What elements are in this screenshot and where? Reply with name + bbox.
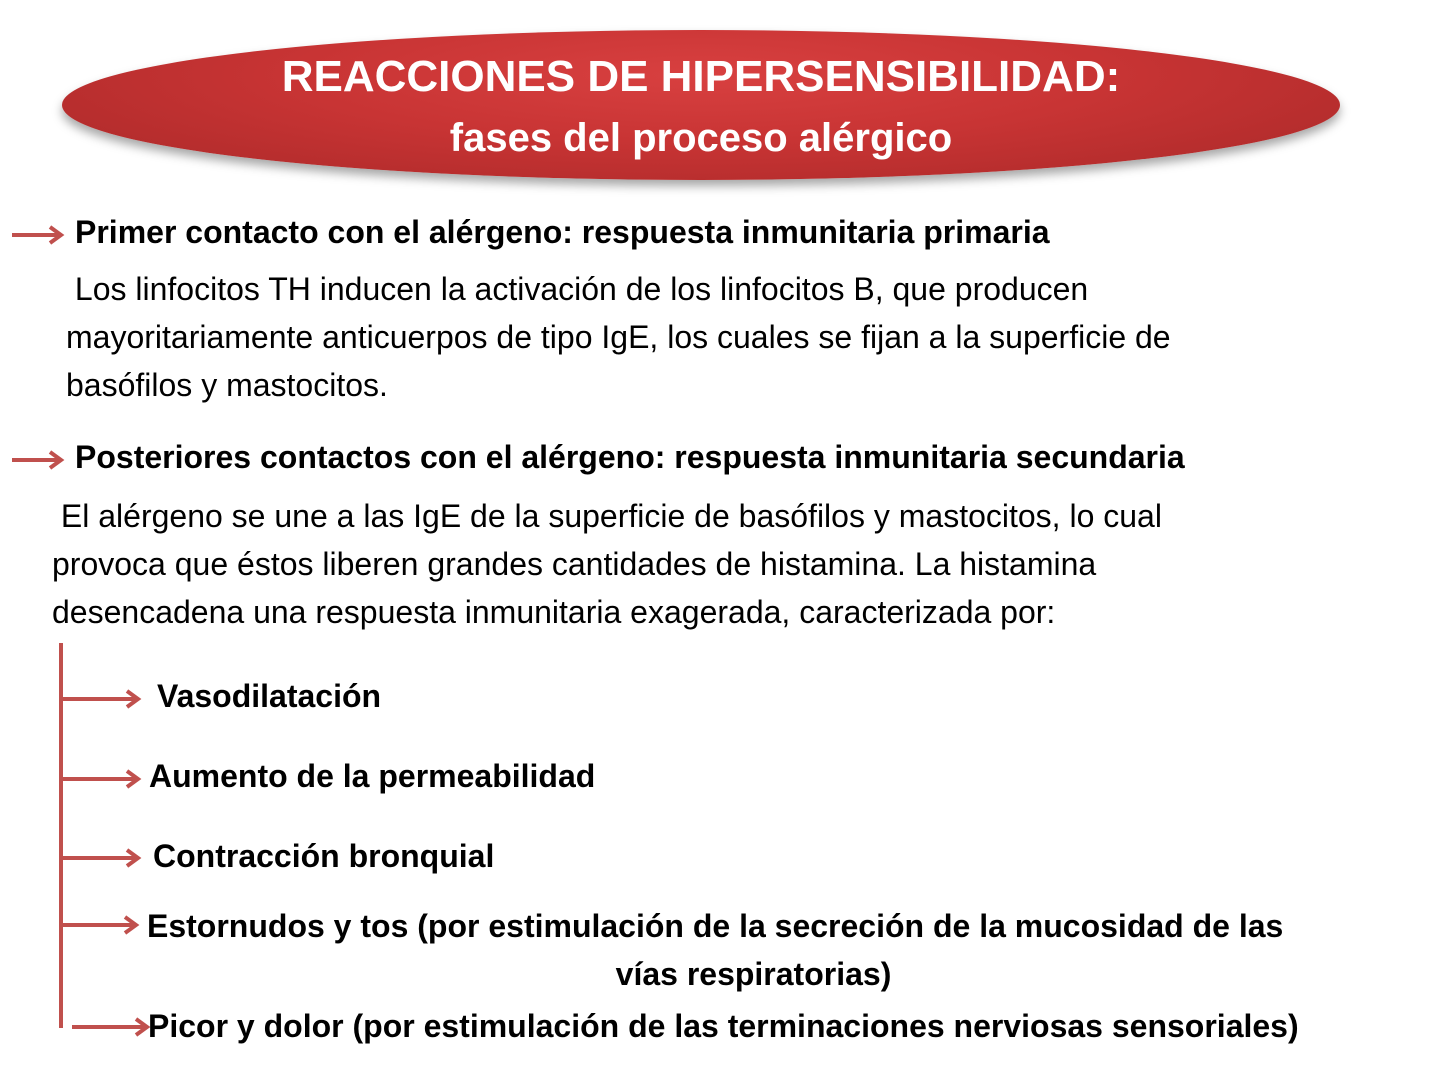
section-text-line: El alérgeno se une a las IgE de la superficie de basófilos y mastocitos, lo cual — [52, 498, 1162, 534]
section-text-line: mayoritariamente anticuerpos de tipo IgE, los cuales se fijan a la superficie de — [66, 319, 1171, 355]
section-heading-primary: Primer contacto con el alérgeno: respuesta inmunitaria primaria — [75, 214, 1050, 250]
page-title: REACCIONES DE HIPERSENSIBILIDAD: — [281, 52, 1121, 101]
arrow-right-icon — [72, 1016, 152, 1038]
section-text-line: desencadena una respuesta inmunitaria exagerada, caracterizada por: — [52, 594, 1056, 630]
effect-item: Aumento de la permeabilidad — [149, 758, 596, 794]
arrow-right-icon — [61, 847, 143, 869]
effect-item: Estornudos y tos (por estimulación de la secreción de la mucosidad de las — [147, 908, 1284, 944]
effect-item-continuation: vías respiratorias) — [615, 956, 892, 992]
effect-item: Vasodilatación — [157, 678, 382, 714]
arrow-right-icon — [61, 688, 143, 710]
arrow-right-icon — [61, 914, 141, 936]
section-heading-secondary: Posteriores contactos con el alérgeno: respuesta inmunitaria secundaria — [75, 439, 1185, 475]
effect-item: Picor y dolor (por estimulación de las terminaciones nerviosas sensoriales) — [148, 1008, 1299, 1044]
section-text-line: Los linfocitos TH inducen la activación de los linfocitos B, que producen — [66, 271, 1089, 307]
section-text-line: provoca que éstos liberen grandes cantidades de histamina. La histamina — [52, 546, 1097, 582]
arrow-right-icon — [61, 768, 143, 790]
effect-item: Contracción bronquial — [153, 838, 495, 874]
arrow-right-icon — [10, 449, 66, 471]
arrow-right-icon — [10, 224, 66, 246]
section-text-line: basófilos y mastocitos. — [66, 367, 388, 403]
page-subtitle: fases del proceso alérgico — [449, 116, 953, 160]
